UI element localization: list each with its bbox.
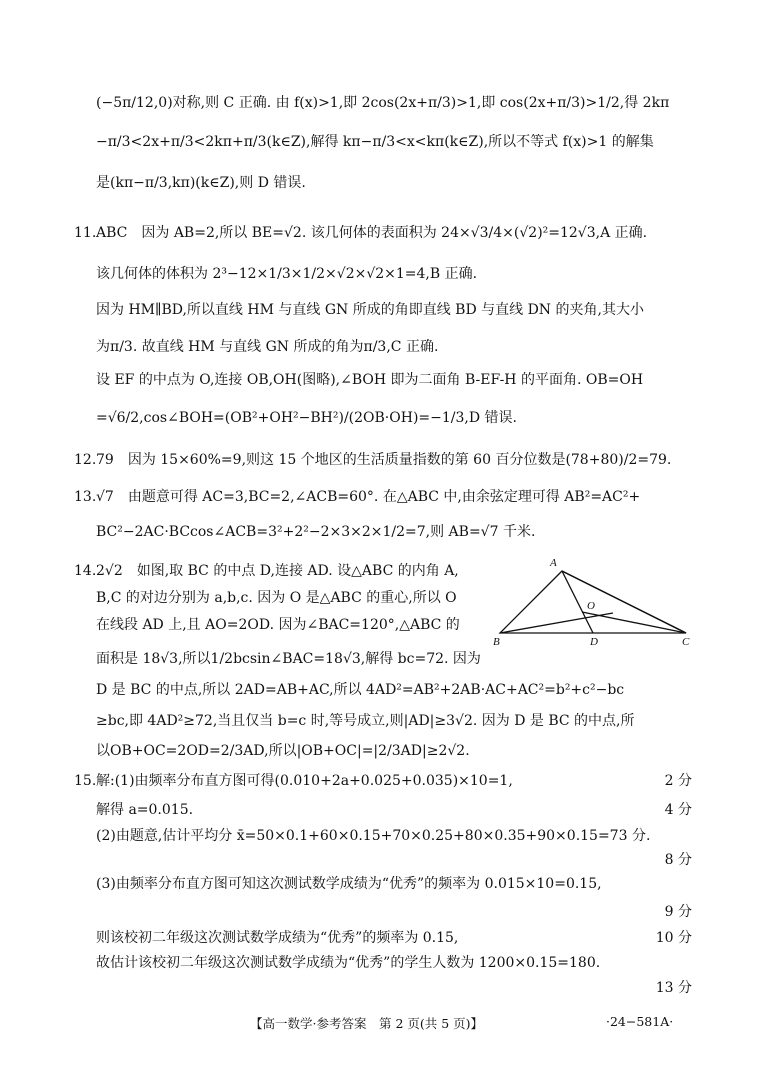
page-footer-title: 【高一数学·参考答案 第 2 页(共 5 页)】 bbox=[250, 1016, 484, 1031]
q11-number: 11. bbox=[74, 225, 97, 241]
label-c: C bbox=[682, 636, 690, 648]
q14-number: 14. bbox=[74, 563, 97, 579]
q15-number: 15. bbox=[74, 773, 97, 789]
q14-line-7: 以OB+OC=2OD=2/3AD,所以|OB+OC|=|2/3AD|≥2√2. bbox=[96, 743, 470, 759]
q12-line: 79 因为 15×60%=9,则这 15 个地区的生活质量指数的第 60 百分位数是(78+80)/2=79. bbox=[96, 452, 672, 468]
q11-line-2: 该几何体的体积为 2³−12×1/3×1/2×√2×√2×1=4,B 正确. bbox=[96, 266, 478, 282]
segment-co-edge bbox=[562, 571, 686, 633]
q15-score-1: 2 分 bbox=[664, 773, 692, 789]
triangle-diagram bbox=[490, 555, 700, 650]
q14-line-4: 面积是 18√3,所以1/2bcsin∠BAC=18√3,解得 bc=72. 因为 bbox=[96, 651, 481, 667]
q15-line-3: (2)由题意,估计平均分 x̄=50×0.1+60×0.15+70×0.25+80×0.35+90×0.15=73 分. bbox=[96, 828, 651, 844]
q15-score-4: 9 分 bbox=[664, 904, 692, 920]
q15-score-5: 10 分 bbox=[655, 930, 692, 946]
segment-oc bbox=[582, 612, 686, 633]
label-o: O bbox=[587, 600, 595, 612]
q15-line-1: 解:(1)由频率分布直方图可得(0.010+2a+0.025+0.035)×10=1, bbox=[96, 773, 513, 789]
page-footer-code: ·24−581A· bbox=[606, 1014, 674, 1029]
q11-line-4: 为π/3. 故直线 HM 与直线 GN 所成的角为π/3,C 正确. bbox=[96, 339, 439, 355]
q13-line-2: BC²−2AC·BCcos∠ACB=3²+2²−2×3×2×1/2=7,则 AB=√7 千米. bbox=[96, 524, 536, 540]
q15-score-2: 4 分 bbox=[664, 802, 692, 818]
q10-line-1: (−5π/12,0)对称,则 C 正确. 由 f(x)>1,即 2cos(2x+π/3)>1,即 cos(2x+π/3)>1/2,得 2kπ bbox=[96, 95, 670, 111]
q11-line-6: =√6/2,cos∠BOH=(OB²+OH²−BH²)/(2OB·OH)=−1/3,D 错误. bbox=[96, 410, 517, 426]
q13-number: 13. bbox=[74, 489, 97, 505]
q13-line-1: √7 由题意可得 AC=3,BC=2,∠ACB=60°. 在△ABC 中,由余弦定理可得 AB²=AC²+ bbox=[96, 489, 641, 505]
q15-score-3: 8 分 bbox=[664, 852, 692, 868]
q12-number: 12. bbox=[74, 452, 97, 468]
q14-line-2: B,C 的对边分别为 a,b,c. 因为 O 是△ABC 的重心,所以 O bbox=[96, 590, 457, 606]
q15-line-5: 则该校初二年级这次测试数学成绩为“优秀”的频率为 0.15, bbox=[96, 930, 459, 946]
q15-line-6: 故估计该校初二年级这次测试数学成绩为“优秀”的学生人数为 1200×0.15=180. bbox=[96, 955, 601, 971]
q14-line-1: 2√2 如图,取 BC 的中点 D,连接 AD. 设△ABC 的内角 A, bbox=[96, 563, 459, 579]
label-b: B bbox=[493, 636, 500, 648]
label-d: D bbox=[590, 636, 598, 648]
q15-score-6: 13 分 bbox=[655, 980, 692, 996]
q11-line-3: 因为 HM∥BD,所以直线 HM 与直线 GN 所成的角即直线 BD 与直线 DN 的夹角,其大小 bbox=[96, 302, 644, 318]
q14-line-5: D 是 BC 的中点,所以 2AD=AB+AC,所以 4AD²=AB²+2AB·AC+AC²=b²+c²−bc bbox=[96, 682, 625, 698]
q14-line-6: ≥bc,即 4AD²≥72,当且仅当 b=c 时,等号成立,则|AD|≥3√2. 因为 D 是 BC 的中点,所 bbox=[96, 713, 635, 729]
q11-line-5: 设 EF 的中点为 O,连接 OB,OH(图略),∠BOH 即为二面角 B-EF-H 的平面角. OB=OH bbox=[96, 372, 644, 388]
q11-line-1: ABC 因为 AB=2,所以 BE=√2. 该几何体的表面积为 24×√3/4×(√2)²=12√3,A 正确. bbox=[96, 225, 648, 241]
q15-line-2: 解得 a=0.015. bbox=[96, 802, 194, 818]
q10-line-3: 是(kπ−π/3,kπ)(k∈Z),则 D 错误. bbox=[96, 175, 306, 191]
q10-line-2: −π/3<2x+π/3<2kπ+π/3(k∈Z),解得 kπ−π/3<x<kπ(k∈Z),所以不等式 f(x)>1 的解集 bbox=[96, 134, 654, 150]
label-a: A bbox=[550, 557, 557, 569]
q14-line-3: 在线段 AD 上,且 AO=2OD. 因为∠BAC=120°,△ABC 的 bbox=[96, 617, 460, 633]
q15-line-4: (3)由频率分布直方图可知这次测试数学成绩为“优秀”的频率为 0.015×10=0.15, bbox=[96, 876, 602, 892]
